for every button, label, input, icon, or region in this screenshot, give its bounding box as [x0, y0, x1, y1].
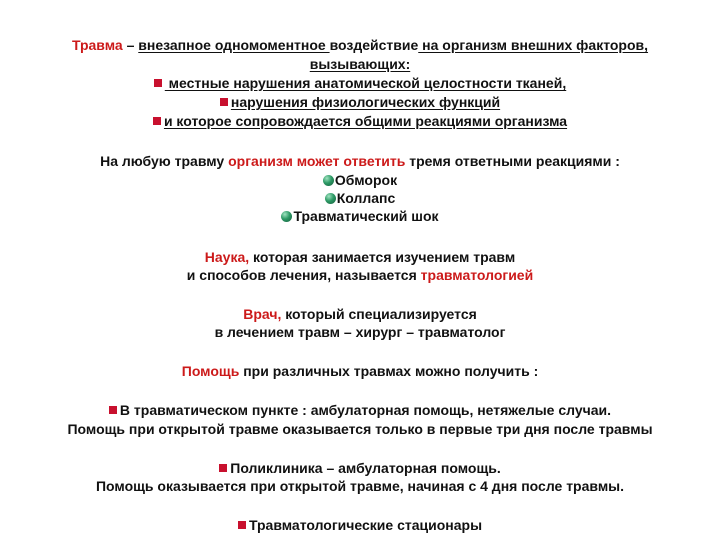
reactions-intro-b: тремя ответными реакциями :: [405, 153, 620, 169]
doctor-line-2: в лечением травм – хирург – травматолог: [214, 324, 506, 340]
science-line-1: [0, 248, 720, 266]
reaction-item-label: Травматический шок: [293, 208, 439, 224]
definition-seg-2: воздействие: [329, 37, 419, 53]
square-bullet-icon: [220, 98, 228, 106]
reaction-item-label: Коллапс: [336, 190, 396, 206]
green-sphere-bullet-icon: [323, 175, 334, 186]
square-bullet-icon: [109, 406, 117, 414]
green-sphere-bullet-icon: [281, 211, 292, 222]
science-text-1: которая занимается изучением травм: [249, 249, 516, 265]
green-sphere-bullet-icon: [325, 193, 336, 204]
definition-bullet-1: [0, 74, 720, 92]
reaction-item: [0, 189, 720, 207]
doctor-red: Врач,: [243, 306, 282, 322]
definition-seg-3: на организм внешних факторов,: [418, 37, 649, 53]
traumatology-term: травматологией: [420, 267, 534, 283]
square-bullet-icon: [154, 79, 162, 87]
square-bullet-icon: [238, 521, 246, 529]
reactions-intro-a: На любую травму: [100, 153, 229, 169]
help-text: при различных травмах можно получить :: [239, 363, 539, 379]
definition-seg-1: внезапное одномоментное: [138, 37, 330, 53]
science-text-2: и способов лечения, называется: [186, 267, 421, 283]
doctor-line-1: [0, 305, 720, 323]
help-line: [0, 362, 720, 380]
reactions-intro: [0, 152, 720, 170]
place-label: В травматическом пункте : амбулаторная помощь, нетяжелые случаи.: [119, 402, 612, 418]
definition-dash: –: [122, 37, 139, 53]
place-label: Травматологические стационары: [248, 517, 483, 533]
term-trauma: Травма: [71, 37, 123, 53]
definition-line-2: вызывающих:: [309, 56, 411, 72]
reaction-item: [0, 171, 720, 189]
place-note: Помощь оказывается при открытой травме, начиная с 4 дня после травмы.: [95, 478, 625, 494]
place-label: Поликлиника – амбулаторная помощь.: [230, 460, 501, 476]
definition-bullet-3: [0, 112, 720, 130]
reaction-item: [0, 207, 720, 225]
definition-bullet-text: и которое сопровождается общими реакциями организма: [163, 113, 568, 129]
science-red: Наука,: [204, 249, 250, 265]
square-bullet-icon: [219, 464, 227, 472]
place-item: [0, 516, 720, 534]
doctor-text-1: который специализируется: [281, 306, 477, 322]
help-red: Помощь: [181, 363, 240, 379]
square-bullet-icon: [153, 117, 161, 125]
reactions-intro-red: организм может ответить: [228, 153, 406, 169]
place-note: Помощь при открытой травме оказывается только в первые три дня после травмы: [67, 421, 653, 437]
place-item: [0, 401, 720, 419]
place-item: [0, 459, 720, 477]
definition-line-1: [0, 36, 720, 54]
reaction-item-label: Обморок: [334, 172, 398, 188]
science-line-2: [0, 266, 720, 284]
definition-bullet-text: местные нарушения анатомической целостности тканей,: [164, 75, 567, 91]
definition-bullet-2: [0, 93, 720, 111]
definition-bullet-text: нарушения физиологических функций: [230, 94, 501, 110]
